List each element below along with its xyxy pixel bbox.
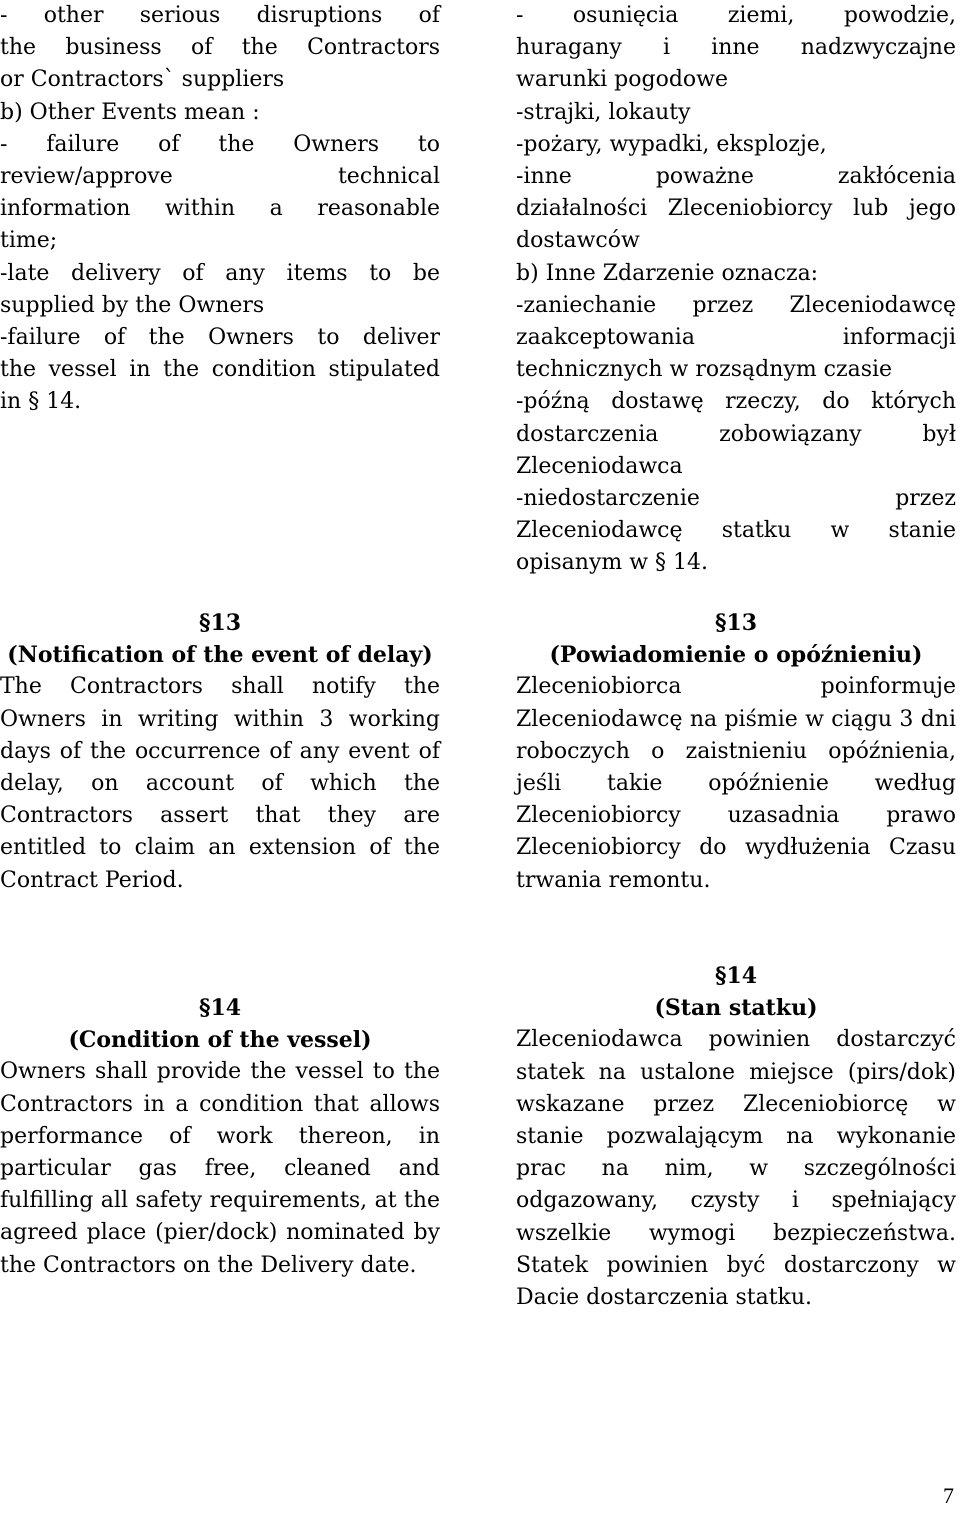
text-line: time; [0, 228, 58, 254]
text-line: -niedostarczenie przez [516, 486, 956, 512]
text-line: the vessel in the condition stipulated [0, 357, 440, 383]
events-list-pl [516, 0, 956, 580]
text-line: or Contractors` suppliers [0, 67, 285, 93]
page-number: 7 [943, 1483, 954, 1508]
text-line: dostawców [516, 228, 640, 254]
text-line: działalności Zleceniobiorcy lub jego [516, 196, 956, 222]
text-line: -inne poważne zakłócenia [516, 164, 956, 190]
text-line: -późną dostawę rzeczy, do których [516, 389, 956, 415]
events-lines-en [0, 0, 440, 419]
events-lines-pl [516, 0, 956, 580]
section-14-number-en: §14 [198, 995, 242, 1021]
section-13-body-en: The Contractors shall notify the Owners in writing within 3 working days of the occurrence of any event of delay, on account of which the Contractors assert that they are entitled to claim an extension of the Contract Period. [0, 674, 440, 893]
section-13-title-pl: (Powiadomienie o opóźnieniu) [549, 642, 923, 669]
section-13-pl [516, 607, 956, 897]
section-13-number-pl: §13 [714, 610, 758, 636]
text-line: b) Other Events mean : [0, 99, 260, 125]
section-14-title-en: (Condition of the vessel) [68, 1027, 372, 1054]
text-line: -pożary, wypadki, eksplozje, [516, 131, 827, 157]
text-line: dostarczenia zobowiązany był [516, 421, 956, 447]
text-line: opisanym w § 14. [516, 550, 709, 576]
section-13-en [0, 607, 440, 897]
text-line: zaakceptowania informacji [516, 325, 956, 351]
text-line: b) Inne Zdarzenie oznacza: [516, 260, 819, 286]
text-line: review/approve technical [0, 164, 440, 190]
text-line: -late delivery of any items to be [0, 260, 440, 286]
section-14-pl [516, 960, 956, 1314]
section-14-number-pl: §14 [714, 963, 758, 989]
text-line: -zaniechanie przez Zleceniodawcę [516, 292, 956, 318]
text-line: Zleceniodawcę statku w stanie [516, 518, 956, 544]
section-14-en [0, 992, 440, 1282]
text-line: technicznych w rozsądnym czasie [516, 357, 893, 383]
section-13-number-en: §13 [198, 610, 242, 636]
text-line: Zleceniodawca [516, 453, 683, 479]
text-line: in § 14. [0, 389, 82, 415]
section-14-title-pl: (Stan statku) [654, 995, 818, 1022]
text-line: -strajki, lokauty [516, 99, 691, 125]
text-line: - other serious disruptions of [0, 3, 440, 28]
text-line: information within a reasonable [0, 196, 440, 222]
text-line: huragany i inne nadzwyczajne [516, 35, 956, 61]
text-line: - failure of the Owners to [0, 131, 440, 157]
text-line: - osunięcia ziemi, powodzie, [516, 3, 956, 28]
events-list-en [0, 0, 440, 419]
section-13-body-pl: Zleceniobiorca poinformuje Zleceniodawcę na piśmie w ciągu 3 dni roboczych o zaistnieniu opóźnienia, jeśli takie opóźnienie według Zleceniobiorcy uzasadnia prawo Zleceniobiorcy do wydłużenia Czasu trwania remontu. [516, 674, 956, 893]
section-14-body-en: Owners shall provide the vessel to the Contractors in a condition that allows performance of work thereon, in particular gas free, cleaned and fulfilling all safety requirements, at the agreed place (pier/dock) nominated by the Contractors on the Delivery date. [0, 1059, 440, 1278]
text-line: warunki pogodowe [516, 67, 728, 93]
section-13-title-en: (Notification of the event of delay) [7, 642, 433, 669]
text-line: supplied by the Owners [0, 292, 265, 318]
text-line: -failure of the Owners to deliver [0, 325, 440, 351]
text-line: the business of the Contractors [0, 35, 440, 61]
section-14-body-pl: Zleceniodawca powinien dostarczyć statek na ustalone miejsce (pirs/dok) wskazane przez Zleceniobiorcę w stanie pozwalającym na wykonanie prac na nim, w szczególności odgazowany, czysty i spełniający wszelkie wymogi bezpieczeństwa. Statek powinien być dostarczony w Dacie dostarczenia statku. [516, 1027, 956, 1311]
